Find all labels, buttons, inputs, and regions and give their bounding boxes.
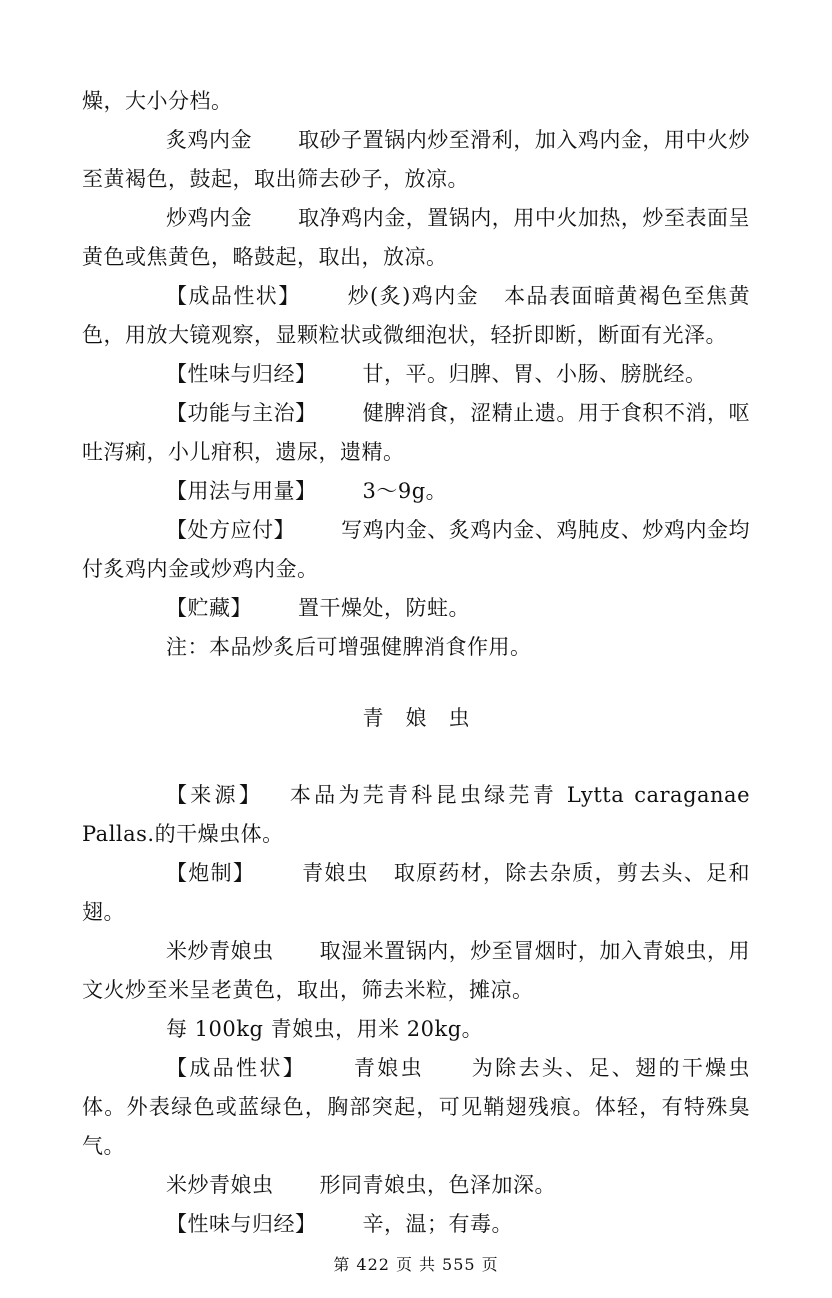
text: 本品为芫青科昆虫绿芫青 Lytta caraganae Pallas.的干燥虫体。 — [82, 783, 751, 846]
item-heading: 青娘虫 — [301, 861, 369, 885]
text: 每 100kg 青娘虫，用米 20kg。 — [166, 1017, 484, 1041]
paragraph — [82, 776, 750, 854]
text: 形同青娘虫，色泽加深。 — [319, 1173, 556, 1197]
text: 甘，平。归脾、胃、小肠、膀胱经。 — [362, 362, 707, 386]
page-number: 422 — [356, 1255, 390, 1274]
section-heading: 【用法与用量】 — [166, 479, 317, 503]
footer-suffix: 页 — [481, 1255, 499, 1274]
text: 辛，温；有毒。 — [362, 1212, 513, 1236]
paragraph — [82, 394, 750, 472]
item-heading: 米炒青娘虫 — [166, 939, 274, 963]
section-heading: 【炮制】 — [166, 861, 256, 885]
section-heading: 【贮藏】 — [166, 596, 252, 620]
paragraph — [82, 1049, 750, 1166]
paragraph — [82, 932, 750, 1010]
page-footer — [0, 1252, 832, 1275]
paragraph — [82, 1205, 750, 1244]
paragraph — [82, 472, 750, 511]
text: 燥，大小分档。 — [82, 89, 233, 113]
paragraph — [82, 199, 750, 277]
text: 健脾消食，涩精止遗。用于食积不消，呕吐泻痢，小儿疳积，遗尿，遗精。 — [82, 401, 750, 464]
paragraph — [82, 511, 750, 589]
section-heading: 【处方应付】 — [166, 518, 296, 542]
paragraph — [82, 355, 750, 394]
paragraph — [82, 854, 750, 932]
paragraph — [82, 121, 750, 199]
footer-prefix: 第 — [333, 1255, 351, 1274]
item-heading: 炒鸡内金 — [166, 206, 253, 230]
section-heading: 【功能与主治】 — [166, 401, 317, 425]
text: 为除去头、足、翅的干燥虫体。外表绿色或蓝绿色，胸部突起，可见鞘翅残痕。体轻，有特殊臭气。 — [82, 1056, 751, 1158]
section-heading: 【来源】 — [166, 783, 264, 807]
note-paragraph — [82, 628, 750, 667]
paragraph — [82, 1010, 750, 1049]
section-title: 青娘虫 — [362, 706, 492, 730]
text: 取湿米置锅内，炒至冒烟时，加入青娘虫，用文火炒至米呈老黄色，取出，筛去米粒，摊凉。 — [82, 939, 751, 1002]
section-heading: 【成品性状】 — [166, 1056, 307, 1080]
page-total: 555 — [442, 1255, 476, 1274]
paragraph — [82, 589, 750, 628]
paragraph — [82, 82, 750, 121]
document-page — [82, 82, 750, 1244]
footer-mid: 页 共 — [395, 1255, 437, 1274]
text: 取净鸡内金，置锅内，用中火加热，炒至表面呈黄色或焦黄色，略鼓起，取出，放凉。 — [82, 206, 751, 269]
section-heading: 【成品性状】 — [166, 284, 301, 308]
text: 注：本品炒炙后可增强健脾消食作用。 — [166, 635, 532, 659]
item-heading: 炙鸡内金 — [166, 128, 253, 152]
text: 3～9g。 — [362, 479, 448, 503]
text: 取砂子置锅内炒至滑利，加入鸡内金，用中火炒至黄褐色，鼓起，取出筛去砂子，放凉。 — [82, 128, 751, 191]
section-heading: 【性味与归经】 — [166, 1212, 317, 1236]
text: 置干燥处，防蛀。 — [298, 596, 470, 620]
text: 本品表面暗黄褐色至焦黄色，用放大镜观察，显颗粒状或微细泡状，轻折即断，断面有光泽。 — [82, 284, 751, 347]
item-heading: 青娘虫 — [352, 1056, 424, 1080]
item-heading: 米炒青娘虫 — [166, 1173, 274, 1197]
text: 写鸡内金、炙鸡内金、鸡肫皮、炒鸡内金均付炙鸡内金或炒鸡内金。 — [82, 518, 751, 581]
paragraph — [82, 277, 750, 355]
section-heading: 【性味与归经】 — [166, 362, 317, 386]
item-heading: 炒(炙)鸡内金 — [346, 284, 480, 308]
text: 取原药材，除去杂质，剪去头、足和翅。 — [82, 861, 750, 924]
paragraph — [82, 1166, 750, 1205]
